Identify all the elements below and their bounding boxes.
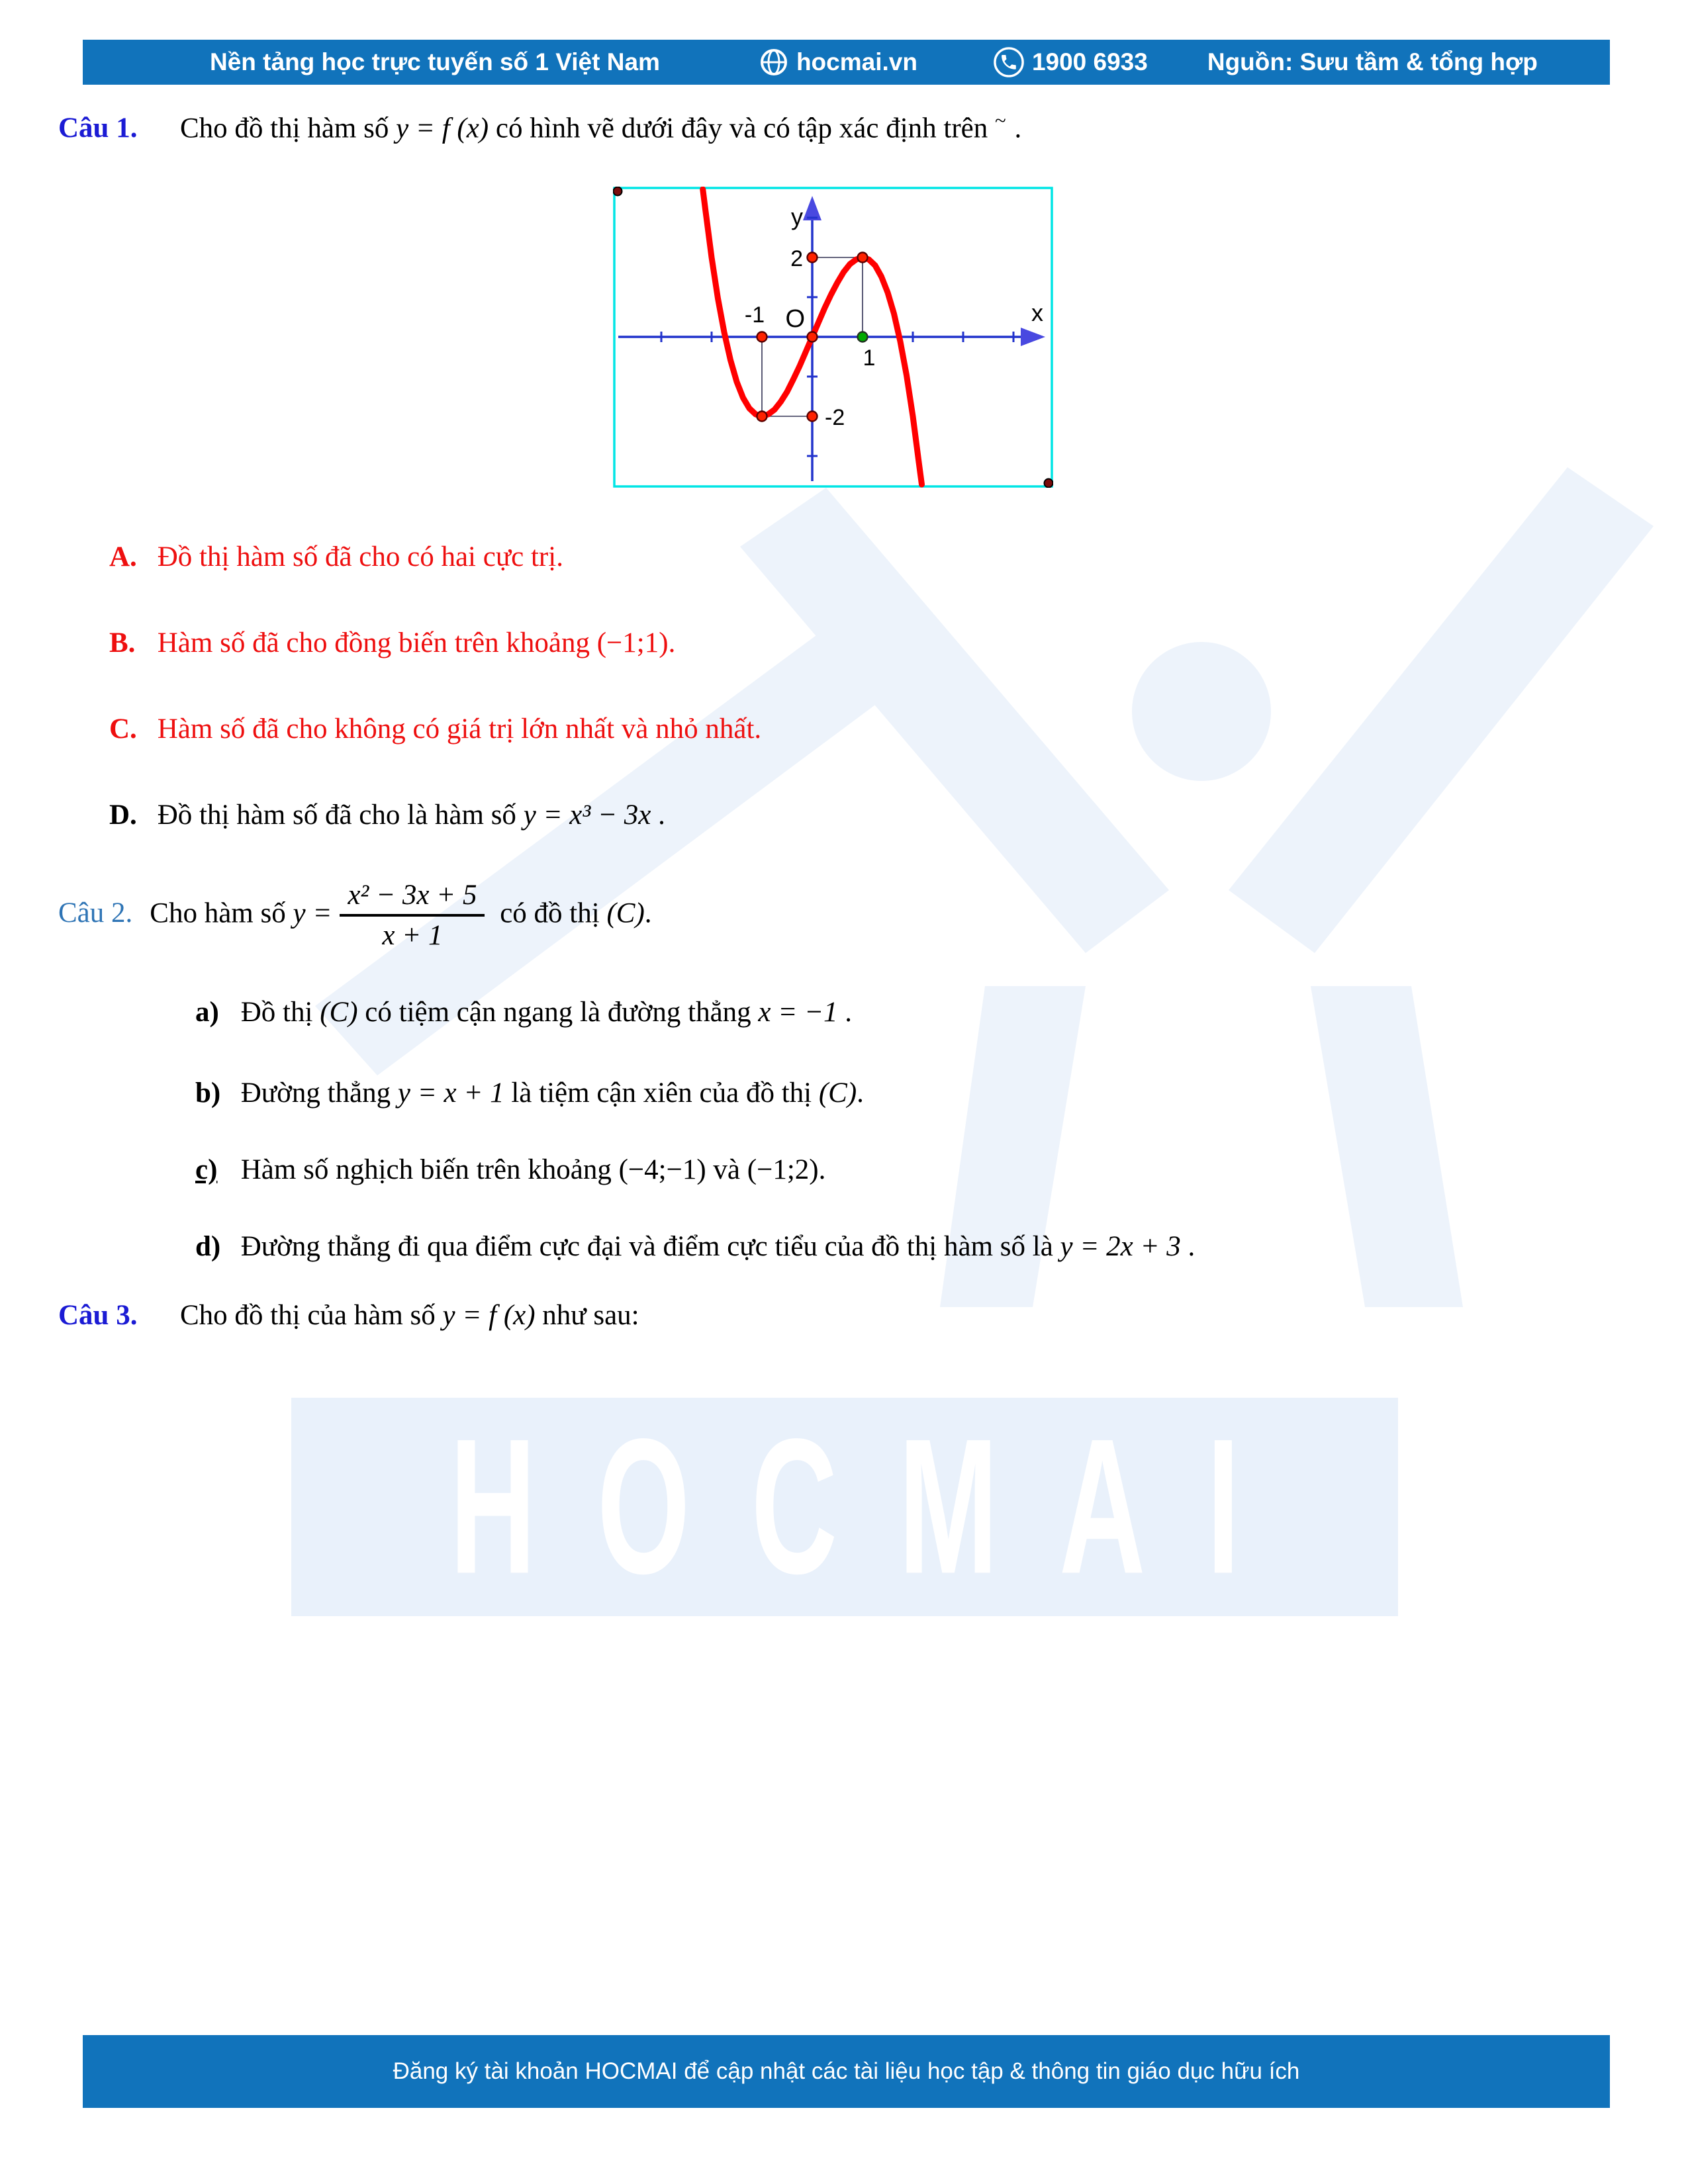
option-c: C. Hàm số đã cho không có giá trị lớn nhất và nhỏ nhất. xyxy=(109,713,762,745)
green-point xyxy=(858,332,868,342)
option-a: A. Đồ thị hàm số đã cho có hai cực trị. xyxy=(109,541,563,572)
bg-arm-right xyxy=(1229,467,1654,953)
statement-a: a) Đồ thị (C) có tiệm cận ngang là đường thẳng x = −1 . xyxy=(195,997,853,1028)
r-symbol: ~ xyxy=(995,109,1008,132)
question-1-text: Cho đồ thị hàm số xyxy=(180,113,397,144)
tick-label-1: 1 xyxy=(863,345,876,371)
watermark-text: HOCMAI xyxy=(449,1398,1301,1614)
fraction-denominator: x + 1 xyxy=(382,920,443,952)
fraction xyxy=(340,879,485,952)
statement-d: d) Đường thẳng đi qua điểm cực đại và điểm cực tiểu của đồ thị hàm số là y = 2x + 3 . xyxy=(195,1231,1196,1262)
phone-icon xyxy=(994,47,1024,77)
question-3: Câu 3. Cho đồ thị của hàm số y = f (x) như sau: xyxy=(58,1298,639,1333)
question-3-label: Câu 3. xyxy=(58,1300,138,1331)
statement-c: c) Hàm số nghịch biến trên khoảng (−4;−1) và (−1;2). xyxy=(195,1154,826,1185)
corner-handle-tl xyxy=(614,187,622,196)
hocmai-watermark xyxy=(291,1398,1398,1616)
header-phone: 1900 6933 xyxy=(994,47,1148,77)
statement-b: b) Đường thẳng y = x + 1 là tiệm cận xiên của đồ thị (C). xyxy=(195,1077,864,1109)
question-1: Câu 1. Cho đồ thị hàm số y = f (x) có hình vẽ dưới đây và có tập xác định trên ~ . xyxy=(58,103,1021,146)
footer-text: Đăng ký tài khoản HOCMAI để cập nhật các tài liệu học tập & thông tin giáo dục hữu ích xyxy=(393,2058,1300,2084)
y-axis-label: y xyxy=(791,203,803,230)
fraction-numerator: x² − 3x + 5 xyxy=(340,879,485,917)
question-2-label: Câu 2. xyxy=(58,897,133,929)
function-graph-figure xyxy=(613,187,1053,488)
corner-handle-br xyxy=(1045,479,1053,488)
header-tagline: Nền tảng học trực tuyến số 1 Việt Nam xyxy=(210,48,660,75)
origin-label: O xyxy=(785,305,805,333)
tick-label-minus1: -1 xyxy=(744,302,765,328)
footer-bar xyxy=(83,2035,1610,2108)
x-axis-label: x xyxy=(1031,299,1043,326)
question-1-label: Câu 1. xyxy=(58,113,138,144)
header-source: Nguồn: Sưu tầm & tổng hợp xyxy=(1207,48,1538,75)
question-2: Câu 2. Cho hàm số y = $\frac{\text{x² − 3x + 5}}{x + 1}$ có đồ thị (C). xyxy=(58,880,652,952)
globe-icon xyxy=(759,48,788,77)
header-website: hocmai.vn xyxy=(759,48,917,77)
tick-label-2: 2 xyxy=(790,246,803,271)
bg-head xyxy=(1132,642,1271,781)
tick-label-minus2: -2 xyxy=(825,405,845,430)
option-b: B. Hàm số đã cho đồng biến trên khoảng (−1;1). xyxy=(109,627,676,659)
header-bar xyxy=(83,40,1610,85)
bg-leg-right xyxy=(1311,986,1463,1307)
option-d: D. Đồ thị hàm số đã cho là hàm số y = x³ − 3x . xyxy=(109,799,665,831)
